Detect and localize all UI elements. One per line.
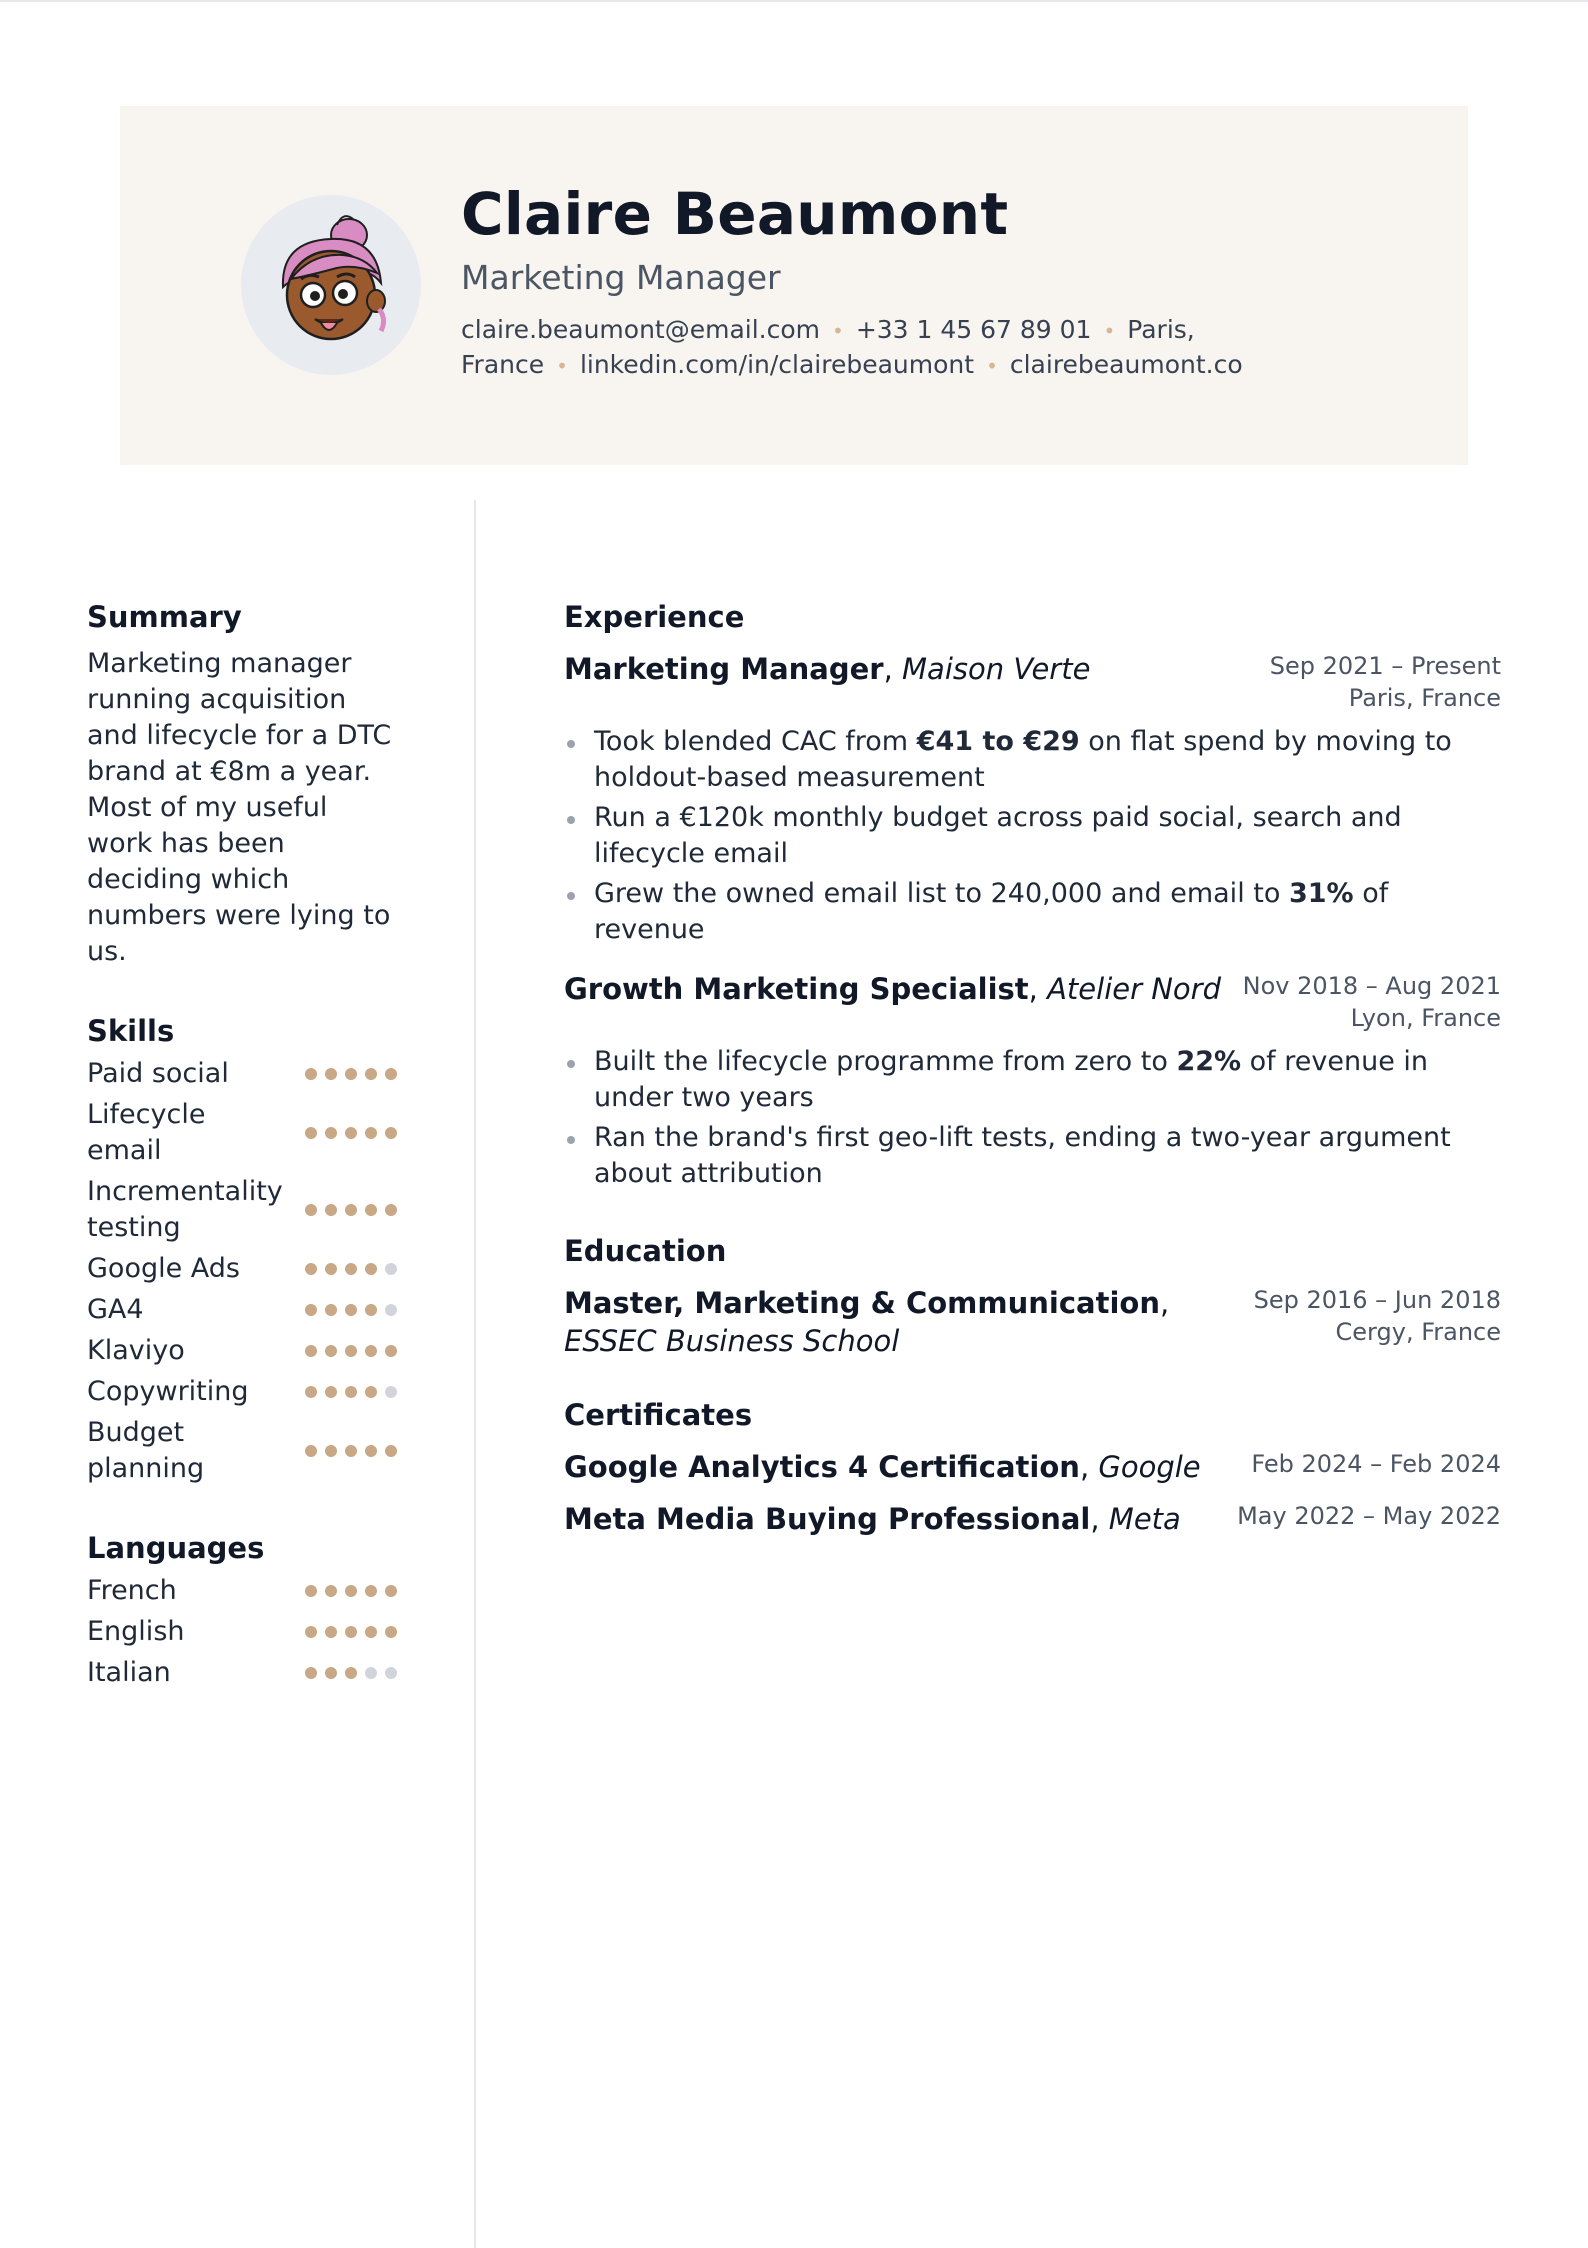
skills-heading: Skills	[87, 1014, 175, 1048]
avatar-illustration	[241, 195, 421, 375]
languages-label: Italian	[87, 1657, 171, 1688]
rating-dot	[345, 1626, 357, 1638]
education-heading: Education	[564, 1234, 727, 1268]
skills-row	[87, 1333, 397, 1369]
job-meta	[1243, 970, 1501, 1034]
languages-heading: Languages	[87, 1531, 265, 1565]
top-rule	[0, 0, 1588, 2]
skills-row	[87, 1251, 397, 1287]
rating-dot	[325, 1304, 337, 1316]
rating-dot	[365, 1445, 377, 1457]
rating-dot	[345, 1445, 357, 1457]
rating-dots	[305, 1386, 397, 1398]
rating-dot	[385, 1626, 397, 1638]
skills-label: Lifecycle email	[87, 1099, 206, 1166]
rating-dot	[365, 1667, 377, 1679]
education-list	[564, 1284, 1501, 1360]
job-entry	[564, 650, 1501, 948]
bullet-text: Run a €120k monthly budget across paid social, search and lifecycle email	[594, 802, 1402, 869]
rating-dot	[345, 1068, 357, 1080]
rating-dot	[385, 1386, 397, 1398]
rating-dot	[345, 1204, 357, 1216]
rating-dot	[325, 1345, 337, 1357]
education-title: Master, Marketing & Communication, ESSEC Business School	[564, 1286, 1170, 1358]
bullet-text: of revenue	[594, 878, 1389, 945]
education-meta	[1254, 1284, 1501, 1348]
languages-label: English	[87, 1616, 185, 1647]
languages-list	[87, 1573, 397, 1691]
bullet-text: Built the lifecycle programme from zero to	[594, 1046, 1177, 1077]
rating-dots	[305, 1068, 397, 1080]
bullet-highlight: 31%	[1288, 878, 1354, 909]
job-dates: Nov 2018 – Aug 2021	[1242, 972, 1501, 1000]
rating-dots	[305, 1204, 397, 1216]
certificate-dates: Feb 2024 – Feb 2024	[1251, 1450, 1501, 1478]
rating-dots	[305, 1626, 397, 1638]
certificate-title: Google Analytics 4 Certification, Google	[564, 1450, 1201, 1484]
rating-dot	[365, 1263, 377, 1275]
rating-dot	[385, 1345, 397, 1357]
job-dates: Sep 2021 – Present	[1269, 652, 1501, 680]
certificate-entry	[564, 1500, 1501, 1538]
summary-heading: Summary	[87, 600, 242, 634]
bullet-text: on flat spend by moving to holdout-based measurement	[594, 726, 1452, 793]
rating-dots	[305, 1445, 397, 1457]
rating-dot	[325, 1667, 337, 1679]
job-header	[564, 650, 1501, 714]
rating-dot	[325, 1585, 337, 1597]
certificate-title: Meta Media Buying Professional, Meta	[564, 1502, 1181, 1536]
rating-dot	[345, 1304, 357, 1316]
rating-dot	[345, 1386, 357, 1398]
job-bullet	[564, 876, 1501, 948]
skills-list	[87, 1056, 397, 1487]
separator-dot: •	[986, 354, 998, 378]
rating-dot	[365, 1345, 377, 1357]
contact-line	[461, 313, 1281, 383]
rating-dots	[305, 1667, 397, 1679]
rating-dots	[305, 1345, 397, 1357]
certificate-issuer: Meta	[1108, 1502, 1181, 1536]
rating-dot	[365, 1127, 377, 1139]
experience-heading: Experience	[564, 600, 745, 634]
bullet-text: Took blended CAC from	[594, 726, 917, 757]
rating-dot	[385, 1068, 397, 1080]
certificate-issuer: Google	[1098, 1450, 1201, 1484]
rating-dot	[305, 1345, 317, 1357]
candidate-name: Claire Beaumont	[461, 180, 1009, 248]
rating-dot	[305, 1386, 317, 1398]
certificate-dates: May 2022 – May 2022	[1237, 1502, 1501, 1530]
job-company: Atelier Nord	[1047, 972, 1222, 1006]
job-meta	[1270, 650, 1501, 714]
certificates-list	[564, 1448, 1501, 1538]
languages-row	[87, 1655, 397, 1691]
rating-dot	[365, 1626, 377, 1638]
skills-label: Copywriting	[87, 1376, 249, 1407]
rating-dot	[305, 1626, 317, 1638]
skills-label: Paid social	[87, 1058, 229, 1089]
education-location: Cergy, France	[1335, 1318, 1501, 1346]
job-entry	[564, 970, 1501, 1192]
skills-row	[87, 1174, 397, 1246]
rating-dot	[345, 1345, 357, 1357]
certificate-name: Google Analytics 4 Certification	[564, 1450, 1080, 1484]
rating-dot	[345, 1585, 357, 1597]
rating-dot	[385, 1204, 397, 1216]
skills-label: Incrementality testing	[87, 1176, 283, 1243]
bullet-text: Ran the brand's first geo-lift tests, ending a two-year argument about attribution	[594, 1122, 1451, 1189]
job-bullet	[564, 1044, 1501, 1116]
candidate-role: Marketing Manager	[461, 258, 781, 297]
job-bullet	[564, 724, 1501, 796]
skills-row	[87, 1374, 397, 1410]
rating-dot	[325, 1386, 337, 1398]
job-position: Marketing Manager	[564, 652, 884, 686]
job-bullets	[564, 724, 1501, 948]
job-title: Growth Marketing Specialist, Atelier Nord	[564, 972, 1222, 1006]
left-column	[87, 600, 397, 1691]
education-degree: Master, Marketing & Communication	[564, 1286, 1160, 1320]
job-header	[564, 970, 1501, 1034]
rating-dot	[305, 1585, 317, 1597]
rating-dot	[325, 1626, 337, 1638]
email-link[interactable]: claire.beaumont@email.com	[461, 315, 821, 344]
rating-dot	[345, 1127, 357, 1139]
bullet-text: of revenue in under two years	[594, 1046, 1429, 1113]
rating-dot	[385, 1667, 397, 1679]
languages-row	[87, 1573, 397, 1609]
bullet-text: Grew the owned email list to 240,000 and email to	[594, 878, 1289, 909]
rating-dot	[325, 1127, 337, 1139]
rating-dot	[325, 1445, 337, 1457]
job-position: Growth Marketing Specialist	[564, 972, 1029, 1006]
job-location: Paris, France	[1348, 684, 1501, 712]
separator-dot: •	[832, 319, 844, 343]
rating-dot	[365, 1585, 377, 1597]
job-bullets	[564, 1044, 1501, 1192]
avatar	[241, 195, 421, 375]
summary-text: Marketing manager running acquisition and lifecycle for a DTC brand at €8m a year. Most of my useful work has been deciding which numbers were lying to us.	[87, 648, 392, 967]
rating-dot	[325, 1263, 337, 1275]
rating-dot	[385, 1263, 397, 1275]
rating-dot	[365, 1068, 377, 1080]
rating-dot	[305, 1304, 317, 1316]
job-bullet	[564, 1120, 1501, 1192]
rating-dots	[305, 1263, 397, 1275]
rating-dot	[365, 1304, 377, 1316]
location-text: Paris, France	[461, 315, 1195, 379]
rating-dot	[305, 1263, 317, 1275]
skills-row	[87, 1056, 397, 1092]
rating-dot	[305, 1204, 317, 1216]
column-divider	[474, 500, 476, 2248]
right-column	[564, 600, 1501, 1538]
skills-label: Budget planning	[87, 1417, 205, 1484]
job-location: Lyon, France	[1350, 1004, 1501, 1032]
skills-row	[87, 1415, 397, 1487]
rating-dot	[305, 1667, 317, 1679]
bullet-highlight: 22%	[1176, 1046, 1242, 1077]
rating-dots	[305, 1304, 397, 1316]
job-company: Maison Verte	[902, 652, 1091, 686]
rating-dot	[345, 1263, 357, 1275]
skills-label: Google Ads	[87, 1253, 240, 1284]
skills-label: Klaviyo	[87, 1335, 185, 1366]
skills-row	[87, 1292, 397, 1328]
website-link[interactable]: clairebeaumont.co	[1009, 350, 1243, 379]
education-dates: Sep 2016 – Jun 2018	[1253, 1286, 1501, 1314]
education-entry	[564, 1284, 1501, 1360]
header-banner	[120, 106, 1468, 465]
certificate-name: Meta Media Buying Professional	[564, 1502, 1091, 1536]
rating-dot	[305, 1068, 317, 1080]
skills-label: GA4	[87, 1294, 144, 1325]
rating-dots	[305, 1127, 397, 1139]
rating-dot	[305, 1445, 317, 1457]
rating-dot	[325, 1068, 337, 1080]
languages-row	[87, 1614, 397, 1650]
languages-label: French	[87, 1575, 177, 1606]
rating-dot	[325, 1204, 337, 1216]
skills-row	[87, 1097, 397, 1169]
rating-dot	[305, 1127, 317, 1139]
education-school: ESSEC Business School	[564, 1324, 900, 1358]
experience-list	[564, 650, 1501, 1192]
linkedin-link[interactable]: linkedin.com/in/clairebeaumont	[579, 350, 975, 379]
certificates-heading: Certificates	[564, 1398, 753, 1432]
bullet-highlight: €41 to €29	[916, 726, 1080, 757]
rating-dots	[305, 1585, 397, 1597]
rating-dot	[385, 1127, 397, 1139]
rating-dot	[365, 1204, 377, 1216]
rating-dot	[385, 1445, 397, 1457]
separator-dot: •	[1103, 319, 1116, 343]
separator-dot: •	[556, 354, 568, 378]
rating-dot	[365, 1386, 377, 1398]
phone-text: +33 1 45 67 89 01	[855, 315, 1092, 344]
rating-dot	[385, 1585, 397, 1597]
rating-dot	[345, 1667, 357, 1679]
job-title: Marketing Manager, Maison Verte	[564, 652, 1091, 686]
rating-dot	[385, 1304, 397, 1316]
job-bullet	[564, 800, 1501, 872]
certificate-entry	[564, 1448, 1501, 1486]
